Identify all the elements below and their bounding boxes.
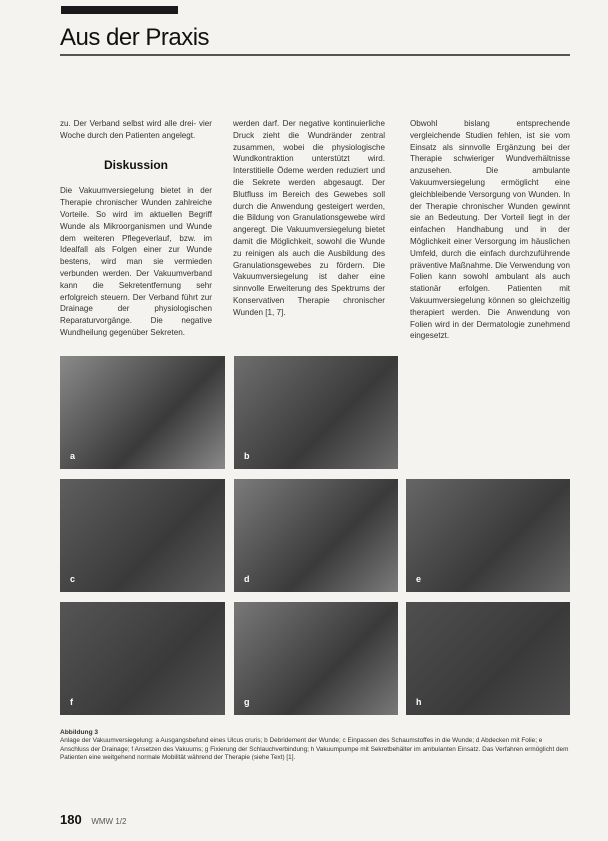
figure-d bbox=[234, 479, 398, 592]
col1-body: Die Vakuumversiegelung bietet in der Therapie chronischer Wunden zahlreiche Vorteile. So wird im aktuellen Begriff Wunde als Mikroorganismen und Wunde dem weiteren Pflegeverlauf, bzw. im Idealfall als Folgen einer zur Wunde bestens, wird man sie vermieden verbunden werden. Der Vakuumverband kann die Sekretentfernung sehr erfolgreich steuern. Der Verband führt zur Drainage der physiologischen Reparaturvorgänge. Die negative Wundheilung gegenüber Sekreten. bbox=[60, 186, 212, 337]
figure-f bbox=[60, 602, 225, 715]
figure-label: b bbox=[244, 451, 250, 461]
caption-title: Abbildung 3 bbox=[60, 729, 99, 736]
col1-intro: zu. Der Verband selbst wird alle drei- vier Woche durch den Patienten angelegt. bbox=[60, 119, 212, 140]
figure-label: f bbox=[70, 697, 73, 707]
header-rule bbox=[60, 54, 570, 56]
journal-name: WMW 1/2 bbox=[91, 817, 127, 826]
figure-label: c bbox=[70, 574, 76, 584]
figure-label: g bbox=[244, 697, 250, 707]
figure-label: e bbox=[416, 574, 422, 584]
figure-e bbox=[406, 479, 570, 592]
figure-label: d bbox=[244, 574, 250, 584]
col3-body: Obwohl bislang entsprechende vergleichende Studien fehlen, ist sie vom Einsatz als sinnvolle Ergänzung bei der Therapie schwieriger Wundverhältnisse anzusehen. Die ambulante Vakuumversiegelung ermöglicht eine gleichbleibende Versorgung von Wunden. In der Therapie chronischer Wunden gewinnt sie an Bedeutung. Der Vorteil liegt in der einfachen Handhabung und in der Möglichkeit einer Versorgung im häuslichen Umfeld, durch die einfach durchzuführende präventive Maßnahme. Die Verwendung von Folien kann sowohl ambulant als auch stationär erfolgen. Patienten mit Vakuumversiegelung können so gleichzeitig therapiert werden. Die Anwendung von Folien wird in der Dermatologie zunehmend eingesetzt. bbox=[410, 119, 570, 341]
page-footer bbox=[60, 812, 126, 827]
page-number: 180 bbox=[60, 812, 82, 827]
section-heading: Diskussion bbox=[103, 157, 169, 172]
header-bar bbox=[61, 6, 178, 14]
col2-body: werden darf. Der negative kontinuierliche Druck zieht die Wundränder zentral zusammen, wobei die physiologische Wundkontraktion unterstützt wird. Interstitielle Ödeme werden reduziert und die Sekrete werden abgesaugt. Der Blutfluss im Bereich des Gewebes soll durch die Anwendung gesteigert werden, die Bildung von Granulationsgewebe wird angeregt. Die Vakuumversiegelung bietet damit die Möglichkeit, sowohl die Wunde zu reinigen als auch die Ausbildung des Granulationsgewebes zu fördern. Die Vakuumversiegelung ist daher eine sinnvolle Erweiterung des Spektrums der Konservativen Therapie chronischer Wunden [1, 7]. bbox=[233, 119, 385, 317]
figure-g bbox=[234, 602, 398, 715]
figure-h bbox=[406, 602, 570, 715]
column-2 bbox=[233, 118, 385, 319]
column-1 bbox=[60, 118, 212, 339]
figure-b bbox=[234, 356, 398, 469]
figure-caption bbox=[60, 729, 570, 763]
section-title: Aus der Praxis bbox=[60, 24, 210, 51]
column-3 bbox=[410, 118, 570, 342]
figure-a bbox=[60, 356, 225, 469]
caption-text: Anlage der Vakuumversiegelung: a Ausgangsbefund eines Ulcus cruris; b Debridement der Wunde; c Einpassen des Schaumstoffes in die Wunde; d Abdecken mit Folie; e Anschluss der Drainage; f Ansetzen des Vakuums; g Fixierung der Schlauchverbindung; h Vakuumpumpe mit Sekretbehälter im ambulanten Einsatz. Das Verfahren ermöglicht dem Patienten eine weitgehend normale Mobilität während der Therapie (siehe Text) [1]. bbox=[60, 737, 569, 762]
figure-c bbox=[60, 479, 225, 592]
figure-label: a bbox=[70, 451, 76, 461]
figure-label: h bbox=[416, 697, 422, 707]
